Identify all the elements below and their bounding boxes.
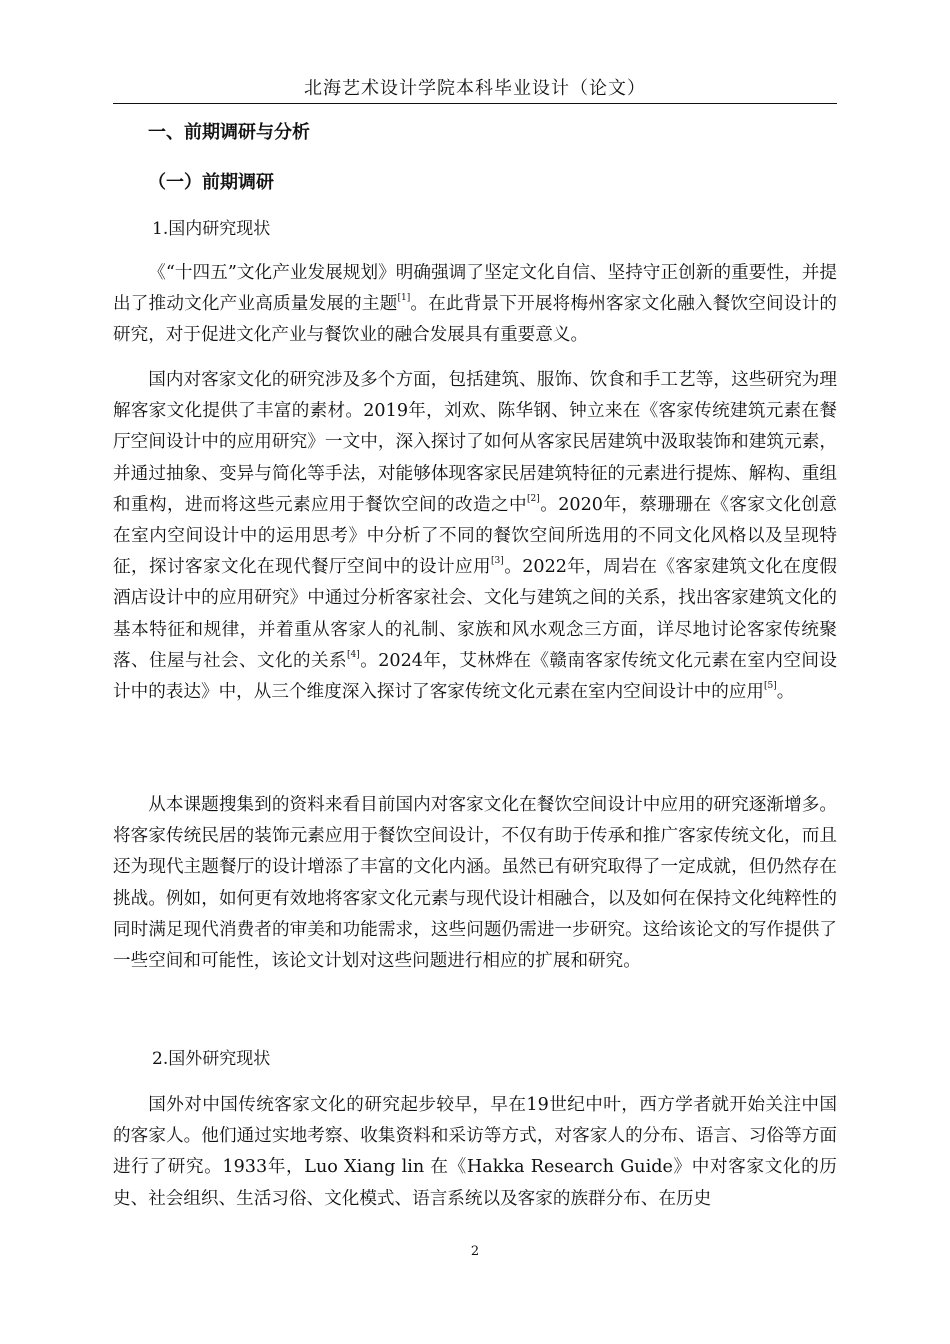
citation-4: [4]	[347, 649, 360, 660]
domestic-paragraph-3: 从本课题搜集到的资料来看目前国内对客家文化在餐饮空间设计中应用的研究逐渐增多。将客家传统民居的装饰元素应用于餐饮空间设计，不仅有助于传承和推广客家传统文化，而且还为现代主题餐厅的设计增添了丰富的文化内涵。虽然已有研究取得了一定成就，但仍然存在挑战。例如，如何更有效地将客家文化元素与现代设计相融合，以及如何在保持文化纯粹性的同时满足现代消费者的审美和功能需求，这些问题仍需进一步研究。这给该论文的写作提供了一些空间和可能性，该论文计划对这些问题进行相应的扩展和研究。	[113, 795, 837, 972]
citation-2: [2]	[527, 493, 540, 504]
citation-1: [1]	[397, 293, 411, 304]
foreign-paragraph-1: 国外对中国传统客家文化的研究起步较早，早在19世纪中叶，西方学者就开始关注中国的客家人。他们通过实地考察、收集资料和采访等方式，对客家人的分布、语言、习俗等方面进行了研究。1933年，Luo Xiang lin 在《Hakka Research Guide》中对客家文化的历史、社会组织、生活习俗、文化模式、语言系统以及客家的族群分布、在历史	[113, 1095, 837, 1209]
domestic-paragraph-2: 国内对客家文化的研究涉及多个方面，包括建筑、服饰、饮食和手工艺等，这些研究为理解客家文化提供了丰富的素材。2019年，刘欢、陈华钢、钟立来在《客家传统建筑元素在餐厅空间设计中的应用研究》一文中，深入探讨了如何从客家民居建筑中汲取装饰和建筑元素，并通过抽象、变异与简化等手法，对能够体现客家民居建筑特征的元素进行提炼、解构、重组和重构，进而将这些元素应用于餐饮空间的改造之中[2]。2020年，蔡珊珊在《客家文化创意在室内空间设计中的运用思考》中分析了不同的餐饮空间所选用的不同文化风格以及呈现特征，探讨客家文化在现代餐厅空间中的设计应用[3]。2022年，周岩在《客家建筑文化在度假酒店设计中的应用研究》中通过分析客家社会、文化与建筑之间的关系，找出客家建筑文化的基本特征和规律，并着重从客家人的礼制、家族和风水观念三方面，详尽地讨论客家传统聚落、住屋与社会、文化的关系[4]。2024年，艾林烨在《赣南客家传统文化元素在室内空间设计中的表达》中，从三个维度深入探讨了客家传统文化元素在室内空间设计中的应用[5]。	[113, 370, 837, 703]
header-divider	[113, 103, 837, 104]
section-heading: 一、前期调研与分析	[148, 122, 310, 143]
page-header-title: 北海艺术设计学院本科毕业设计（论文）	[304, 78, 646, 99]
domestic-research-title: 1.国内研究现状	[152, 219, 271, 239]
citation-5: [5]	[763, 681, 777, 692]
citation-3: [3]	[491, 556, 504, 567]
subsection-heading: （一）前期调研	[148, 172, 274, 193]
foreign-research-title: 2.国外研究现状	[152, 1049, 271, 1069]
page-number: 2	[470, 1244, 480, 1259]
domestic-paragraph-1: 《“十四五”文化产业发展规划》明确强调了坚定文化自信、坚持守正创新的重要性，并提出了推动文化产业高质量发展的主题[1]。在此背景下开展将梅州客家文化融入餐饮空间设计的研究，对于促进文化产业与餐饮业的融合发展具有重要意义。	[113, 263, 837, 346]
